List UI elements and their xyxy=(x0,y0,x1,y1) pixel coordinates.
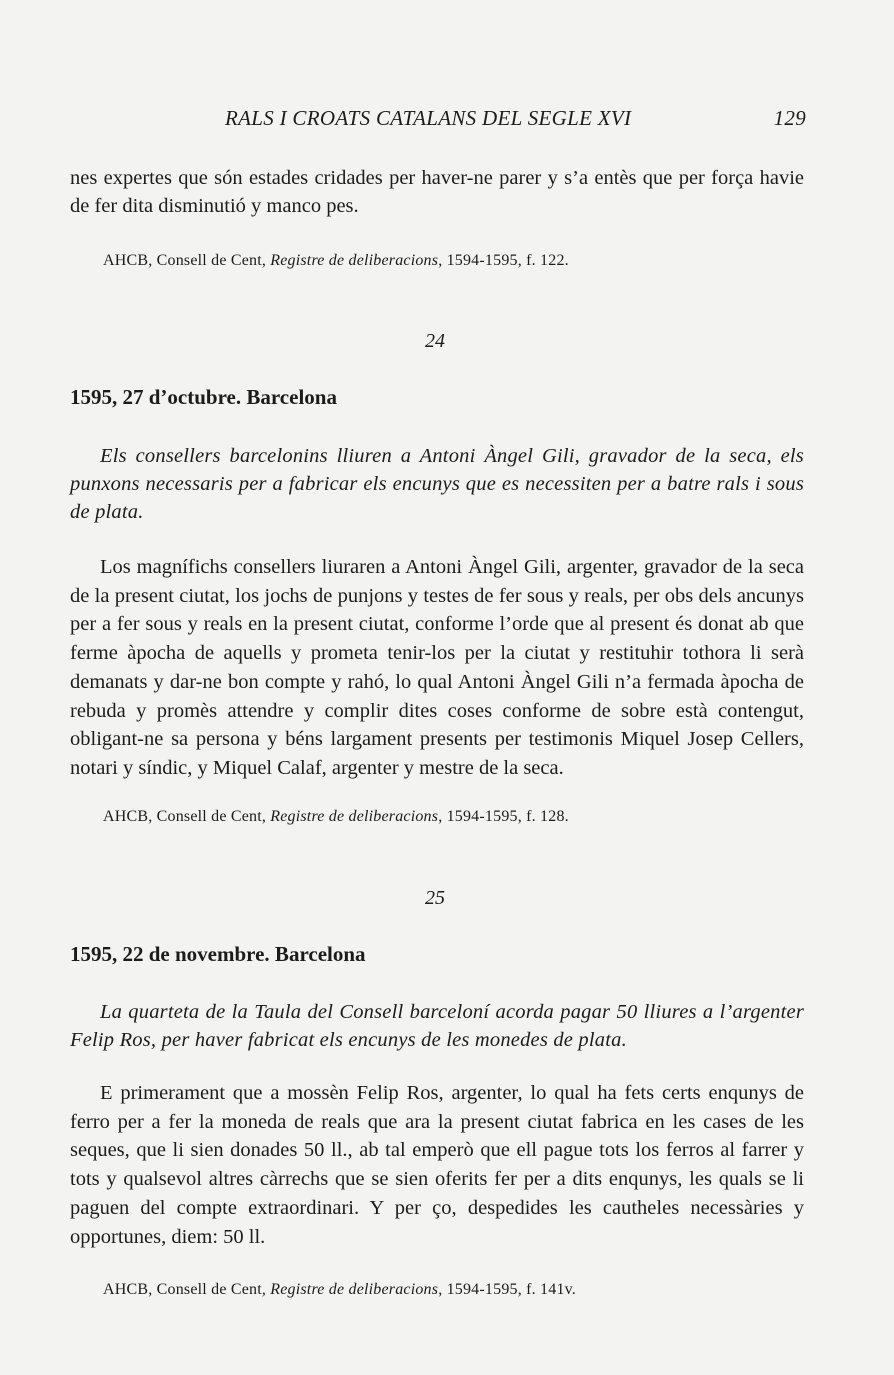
document-summary-24: Els consellers barcelonins lliuren a Antoni Àngel Gili, gravador de la seca, els punxons necessaris per a fabricar els encunys que es necessiten per a batre rals i sous de plata. xyxy=(70,445,804,523)
document-body-24: Los magnífichs consellers liuraren a Antoni Àngel Gili, argenter, gravador de la seca de la present ciutat, los jochs de punjons y testes de fer sous y reals, per obs dels ancunys per a fer sous y reals en la present ciutat, conforme l’orde que al present és donat ab que ferme àpocha de aquells y prometa tenir-los per la ciutat y restituhir tothora li serà demanats y dar-ne bon compte y rahó, lo qual Antoni Àngel Gili n’a fermada àpocha de rebuda y promès attendre y complir dites coses conforme de sobre està contengut, obligant-ne sa persona y béns largament presents per testimonis Miquel Josep Cellers, notari y síndic, y Miquel Calaf, argenter y mestre de la seca. xyxy=(70,556,804,779)
running-head-title: RALS I CROATS CATALANS DEL SEGLE XVI xyxy=(225,106,632,130)
document-number-25: 25 xyxy=(425,887,445,909)
reference-archive: AHCB, Consell de Cent, xyxy=(103,252,271,269)
page-number: 129 xyxy=(773,106,806,130)
reference-register: Registre de deliberacions xyxy=(270,252,439,269)
document-summary-25: La quarteta de la Taula del Consell barceloní acorda pagar 50 lliures a l’argenter Felip Ros, per haver fabricat els encunys de les monedes de plata. xyxy=(70,1001,804,1051)
reference-register: Registre de deliberacions xyxy=(270,808,439,825)
reference-archive: AHCB, Consell de Cent, xyxy=(103,1281,271,1298)
reference-folio: , 1594-1595, f. 141v. xyxy=(438,1281,577,1298)
document-body-25: E primerament que a mossèn Felip Ros, argenter, lo qual ha fets certs enqunys de ferro per a fer la moneda de reals que ara la present ciutat fabrica en les cases de les seques, que li sien donades 50 ll., ab tal emperò que ell pague tots los ferros al farrer y tots y qualsevol altres càrrechs que se sien oferits fer per a dits enqunys, les quals se li paguen del compte extraordinari. Y per ço, despedides les cautheles necessàries y opportunes, diem: 50 ll. xyxy=(70,1082,804,1248)
document-heading-25: 1595, 22 de novembre. Barcelona xyxy=(70,942,366,966)
document-archive-reference-24 xyxy=(103,808,569,826)
reference-folio: , 1594-1595, f. 122. xyxy=(438,252,569,269)
continuation-archive-reference xyxy=(103,252,569,270)
document-heading-24: 1595, 27 d’octubre. Barcelona xyxy=(70,385,337,409)
document-archive-reference-25 xyxy=(103,1281,576,1299)
continuation-paragraph: nes expertes que són estades cridades per haver-ne parer y s’a entès que per força havie de fer dita disminutió y manco pes. xyxy=(70,167,804,217)
reference-register: Registre de deliberacions xyxy=(270,1281,439,1298)
reference-archive: AHCB, Consell de Cent, xyxy=(103,808,271,825)
reference-folio: , 1594-1595, f. 128. xyxy=(438,808,569,825)
document-number-24: 24 xyxy=(425,330,445,352)
